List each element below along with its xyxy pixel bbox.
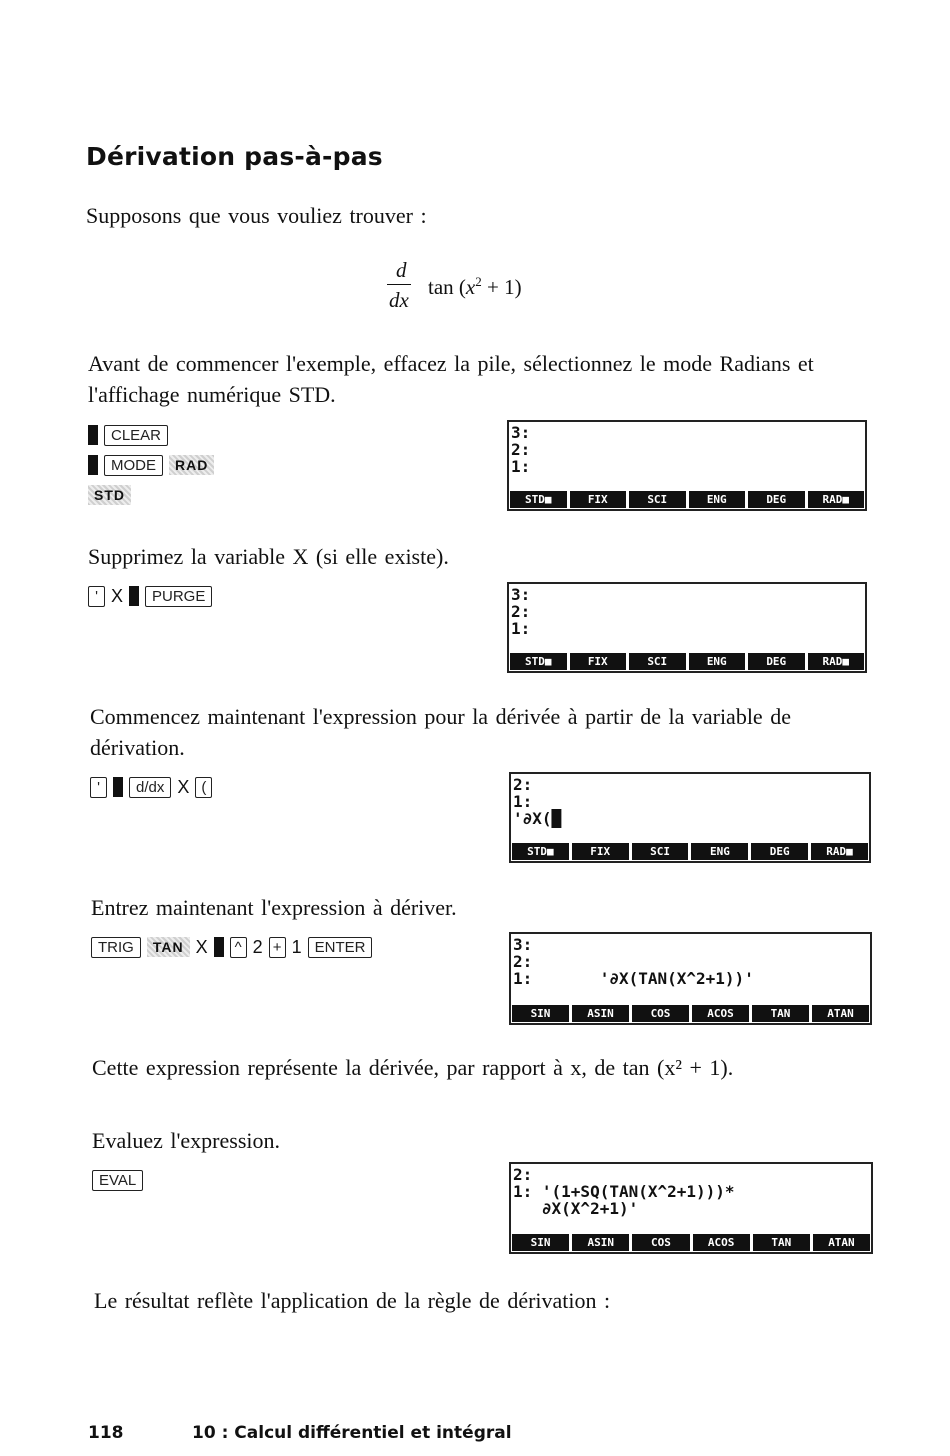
section-title: Dérivation pas-à-pas	[86, 142, 383, 171]
key-mode-icon: MODE	[104, 455, 163, 476]
menu-label: STD■	[510, 491, 567, 508]
shift-key-icon	[214, 937, 224, 957]
menu-label: RAD■	[808, 491, 865, 508]
display-line: 1:	[513, 792, 533, 811]
menu-label: ENG	[689, 491, 746, 508]
display-line: ∂X(X^2+1)'	[513, 1199, 639, 1218]
step-1-text: Avant de commencer l'exemple, effacez la pile, sélectionnez le mode Radians et l'affichage numérique STD.	[88, 351, 814, 407]
step-5-text: Cette expression représente la dérivée, par rapport à x, de tan (x² + 1).	[92, 1055, 734, 1080]
shift-key-icon	[113, 777, 123, 797]
keystroke-text: X	[177, 776, 190, 797]
menu-label: ATAN	[812, 1005, 869, 1022]
menu-label: FIX	[570, 653, 627, 670]
display-line: 1: '∂X(TAN(X^2+1))'	[513, 969, 754, 988]
menu-bar	[512, 1005, 869, 1022]
step-3-text: Commencez maintenant l'expression pour la dérivée à partir de la variable de dérivation.	[90, 704, 791, 760]
page-number: 118	[88, 1423, 124, 1443]
shift-key-icon	[129, 586, 139, 606]
key--icon: '	[88, 586, 105, 607]
menu-label: COS	[632, 1234, 689, 1251]
menu-label: FIX	[572, 843, 629, 860]
keystroke-text: 1	[291, 936, 302, 957]
display-line: 1:	[511, 457, 531, 476]
step-1-keys-row-1	[88, 423, 168, 447]
page-footer	[88, 1423, 512, 1443]
menu-label: ASIN	[572, 1234, 629, 1251]
menu-bar	[510, 653, 864, 670]
step-2-text: Supprimez la variable X (si elle existe).	[88, 544, 449, 569]
formula-expression: $\tan (x^2 + 1)$	[428, 274, 522, 299]
step-1-display	[507, 420, 867, 511]
menu-label: ACOS	[692, 1005, 749, 1022]
menu-bar	[510, 491, 864, 508]
display-line: 1:	[511, 619, 531, 638]
step-2-display	[507, 582, 867, 673]
menu-label: STD■	[512, 843, 569, 860]
display-line: 3:	[511, 585, 531, 604]
step-1-keys-row-2	[88, 453, 214, 477]
softkey-std-icon: STD	[88, 485, 131, 505]
key--icon: ^	[230, 937, 247, 958]
display-line: '∂X(█	[513, 809, 562, 828]
keystroke-text: X	[195, 936, 208, 957]
menu-label: STD■	[510, 653, 567, 670]
step-4-display	[509, 932, 872, 1025]
formula-numerator: d	[396, 258, 407, 282]
menu-label: DEG	[748, 653, 805, 670]
menu-label: TAN	[753, 1234, 810, 1251]
shift-key-icon	[88, 425, 98, 445]
key--icon: (	[195, 777, 212, 798]
softkey-tan-icon: TAN	[147, 937, 190, 957]
display-line: 2:	[513, 952, 533, 971]
step-4-text: Entrez maintenant l'expression à dériver.	[91, 895, 457, 920]
menu-bar	[512, 843, 868, 860]
step-4-keys-row-1	[91, 935, 372, 959]
keystroke-text: X	[111, 585, 124, 606]
fraction-bar	[387, 284, 411, 285]
key-clear-icon: CLEAR	[104, 425, 168, 446]
menu-label: DEG	[751, 843, 808, 860]
step-3-keys-row-1	[90, 775, 212, 799]
conclusion-text: Le résultat reflète l'application de la règle de dérivation :	[94, 1288, 611, 1313]
step-5-text-2: Evaluez l'expression.	[92, 1128, 281, 1153]
menu-label: ACOS	[693, 1234, 750, 1251]
menu-label: SCI	[629, 491, 686, 508]
menu-label: DEG	[748, 491, 805, 508]
key--icon: +	[269, 937, 286, 958]
shift-key-icon	[88, 455, 98, 475]
menu-label: ATAN	[813, 1234, 870, 1251]
key-ddx-icon: d/dx	[129, 777, 171, 798]
display-line: 3:	[513, 935, 533, 954]
display-line: 2:	[511, 440, 531, 459]
display-line: 2:	[513, 775, 533, 794]
menu-label: COS	[632, 1005, 689, 1022]
display-line: 2:	[511, 602, 531, 621]
softkey-rad-icon: RAD	[169, 455, 214, 475]
key-enter-icon: ENTER	[308, 937, 373, 958]
chapter-title: 10 : Calcul différentiel et intégral	[192, 1423, 512, 1443]
keystroke-text: 2	[252, 936, 263, 957]
menu-label: SCI	[629, 653, 686, 670]
menu-label: TAN	[752, 1005, 809, 1022]
display-line: 1: '(1+SQ(TAN(X^2+1)))*	[513, 1182, 735, 1201]
menu-label: FIX	[570, 491, 627, 508]
step-2-keys-row-1	[88, 584, 212, 608]
menu-label: ASIN	[572, 1005, 629, 1022]
key-eval-icon: EVAL	[92, 1170, 143, 1191]
menu-label: RAD■	[811, 843, 868, 860]
step-1-keys-row-3	[88, 483, 131, 507]
menu-label: SIN	[512, 1234, 569, 1251]
menu-label: RAD■	[808, 653, 865, 670]
menu-label: SIN	[512, 1005, 569, 1022]
step-5-keys-row-1	[92, 1168, 143, 1192]
key--icon: '	[90, 777, 107, 798]
menu-label: ENG	[689, 653, 746, 670]
menu-bar	[512, 1234, 870, 1251]
step-3-display	[509, 772, 871, 863]
intro-text: Supposons que vous vouliez trouver :	[86, 203, 427, 228]
menu-label: ENG	[691, 843, 748, 860]
display-line: 2:	[513, 1165, 533, 1184]
display-line: 3:	[511, 423, 531, 442]
formula-denominator: dx	[389, 288, 409, 312]
key-trig-icon: TRIG	[91, 937, 141, 958]
step-5-display	[509, 1162, 873, 1254]
key-purge-icon: PURGE	[145, 586, 212, 607]
menu-label: SCI	[632, 843, 689, 860]
